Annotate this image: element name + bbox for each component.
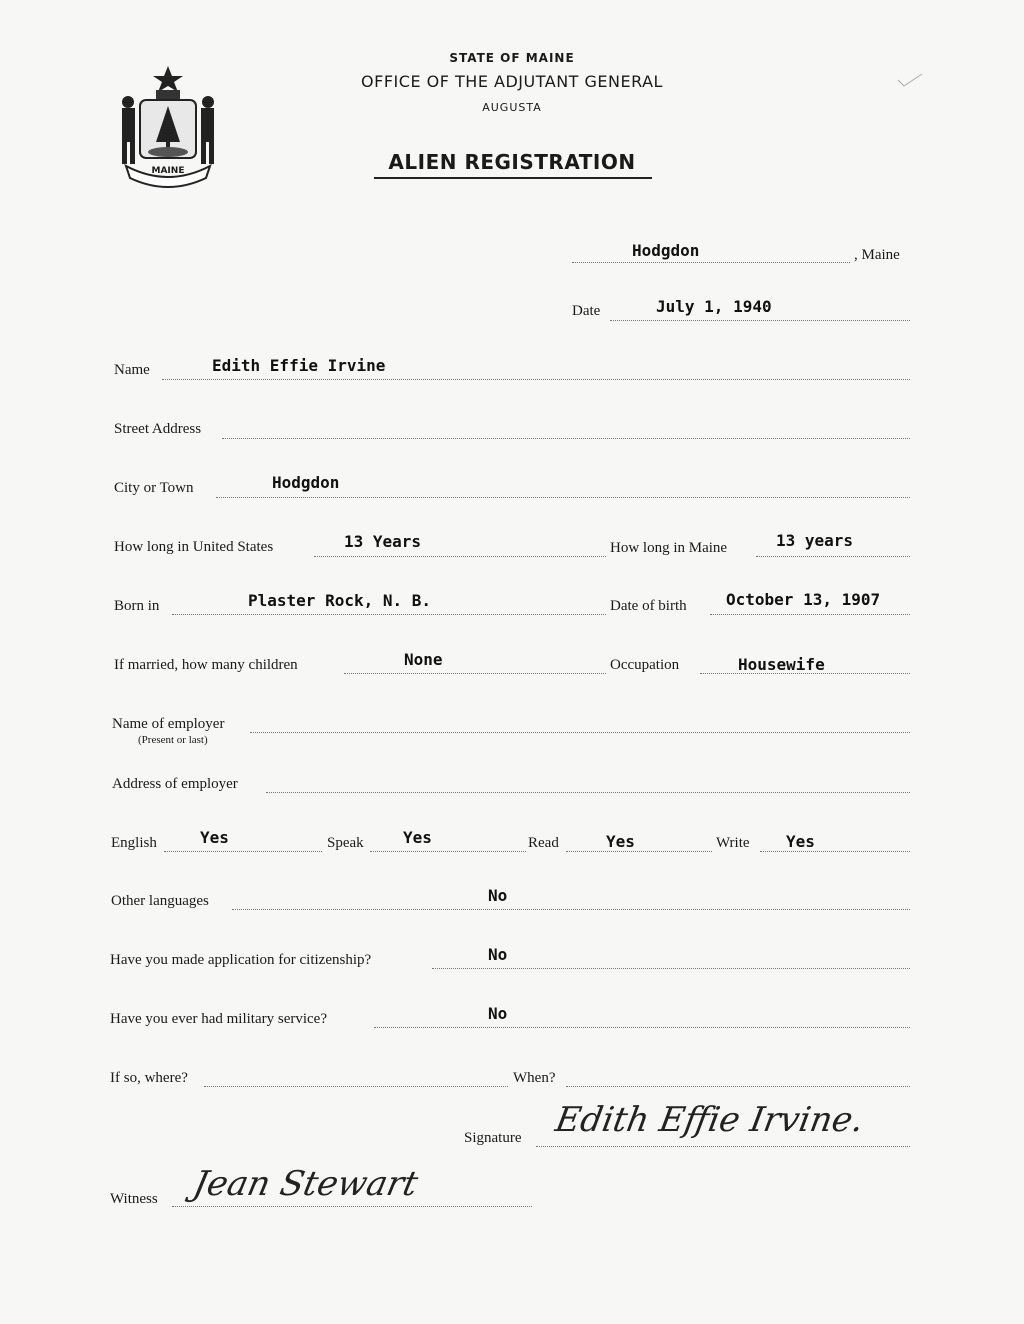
date-of-birth-label: Date of birth [610, 598, 687, 614]
how-long-maine-line [756, 556, 910, 557]
when-label: When? [513, 1070, 556, 1086]
employer-address-label: Address of employer [112, 776, 238, 792]
occupation-value: Housewife [738, 655, 825, 674]
employer-line [250, 732, 910, 733]
check-mark-icon [896, 70, 926, 90]
children-line [344, 673, 606, 674]
form-title: ALIEN REGISTRATION [388, 150, 636, 174]
citizenship-label: Have you made application for citizenship? [110, 952, 372, 968]
military-value: No [488, 1004, 508, 1023]
witness-line [172, 1206, 532, 1207]
citizenship-value: No [488, 945, 508, 964]
born-in-value: Plaster Rock, N. B. [248, 591, 432, 610]
signature-value: Edith Effie Irvine. [552, 1100, 867, 1140]
date-label: Date [572, 303, 601, 319]
city-heading: AUGUSTA [482, 101, 542, 114]
born-in-line [172, 614, 606, 615]
how-long-us-line [314, 556, 606, 557]
how-long-us-label: How long in United States [114, 539, 274, 555]
write-label: Write [716, 835, 750, 851]
military-label: Have you ever had military service? [110, 1011, 327, 1027]
read-line [566, 851, 712, 852]
seal-banner-text: MAINE [151, 166, 185, 176]
military-line [374, 1027, 910, 1028]
how-long-maine-value: 13 years [776, 531, 854, 550]
title-underline [374, 177, 652, 179]
witness-value: Jean Stewart [189, 1164, 422, 1204]
name-line [162, 379, 910, 380]
english-label: English [111, 835, 157, 851]
read-label: Read [528, 835, 559, 851]
speak-value: Yes [403, 828, 432, 847]
how-long-maine-label: How long in Maine [610, 540, 728, 556]
read-value: Yes [606, 832, 635, 851]
city-value: Hodgdon [272, 473, 340, 492]
speak-label: Speak [327, 835, 364, 851]
where-label: If so, where? [110, 1070, 188, 1086]
street-address-label: Street Address [114, 421, 202, 437]
office-heading: OFFICE OF THE ADJUTANT GENERAL [361, 72, 663, 91]
employer-label: Name of employer [112, 716, 225, 732]
location-suffix: , Maine [854, 247, 900, 263]
how-long-us-value: 13 Years [344, 532, 422, 551]
write-line [760, 851, 910, 852]
employer-address-line [266, 792, 910, 793]
children-label: If married, how many children [114, 657, 298, 673]
date-line [610, 320, 910, 321]
location-line [572, 262, 850, 263]
location-value: Hodgdon [632, 241, 700, 260]
citizenship-line [432, 968, 910, 969]
signature-line [536, 1146, 910, 1147]
where-line [204, 1086, 508, 1087]
state-heading: STATE OF MAINE [449, 51, 575, 65]
name-value: Edith Effie Irvine [212, 356, 386, 375]
write-value: Yes [786, 832, 815, 851]
occupation-label: Occupation [610, 657, 680, 673]
date-of-birth-value: October 13, 1907 [726, 590, 881, 609]
street-address-line [222, 438, 910, 439]
date-of-birth-line [710, 614, 910, 615]
signature-label: Signature [464, 1130, 522, 1146]
name-label: Name [114, 362, 150, 378]
city-label: City or Town [114, 480, 194, 496]
when-line [566, 1086, 910, 1087]
date-value: July 1, 1940 [656, 297, 772, 316]
born-in-label: Born in [114, 598, 160, 614]
witness-label: Witness [110, 1191, 158, 1207]
employer-sublabel: (Present or last) [138, 734, 208, 746]
other-languages-line [232, 909, 910, 910]
other-languages-value: No [488, 886, 508, 905]
children-value: None [404, 650, 443, 669]
speak-line [370, 851, 526, 852]
other-languages-label: Other languages [111, 893, 209, 909]
english-line [164, 851, 322, 852]
english-value: Yes [200, 828, 229, 847]
city-line [216, 497, 910, 498]
